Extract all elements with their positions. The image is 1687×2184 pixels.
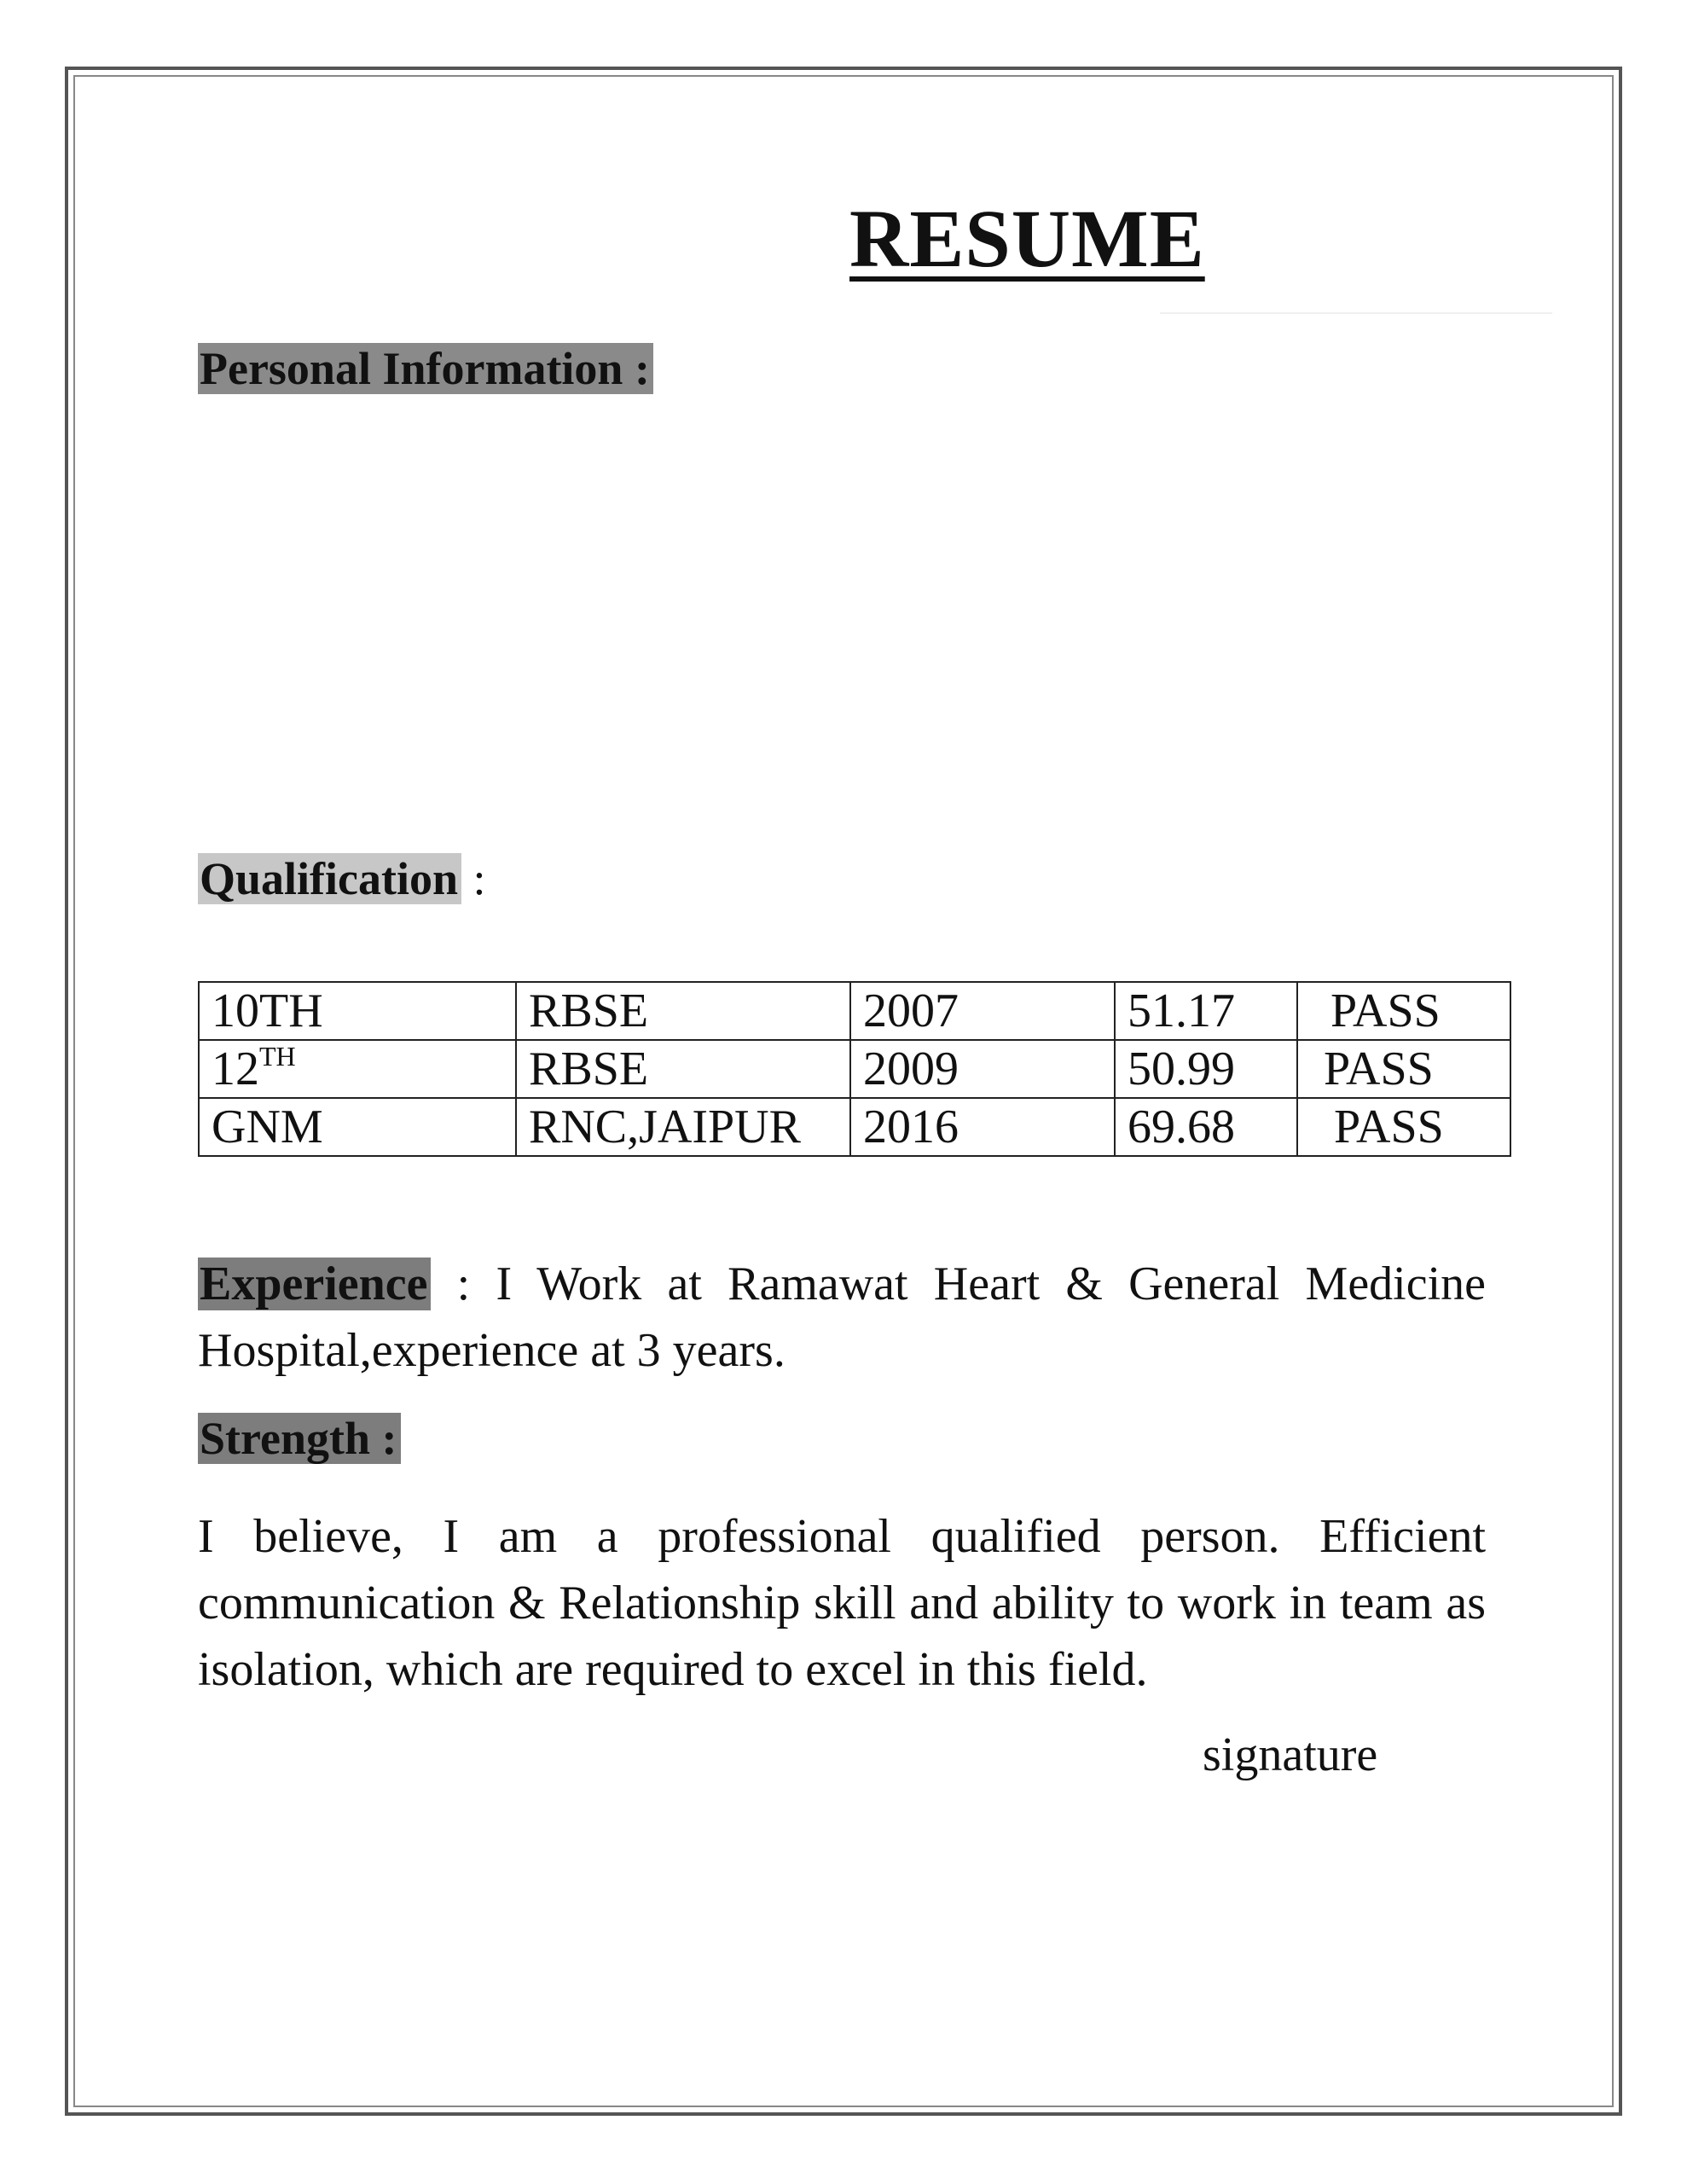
percent-cell: 69.68 [1115,1098,1297,1156]
level-cell: GNM [199,1098,516,1156]
strength-heading [198,1411,401,1466]
qualification-colon: : [461,853,486,904]
table-row [199,1098,1510,1156]
percent-cell: 51.17 [1115,982,1297,1040]
result-cell: PASS [1297,1040,1510,1098]
strength-paragraph: I believe, I am a professional qualified person. Efficient communication & Relationship skill and ability to work in team as isolation, which are required to excel in this field. [198,1510,1486,1696]
year-cell: 2007 [850,982,1115,1040]
qualification-label: Qualification [198,853,461,904]
percent-cell: 50.99 [1115,1040,1297,1098]
year-cell: 2016 [850,1098,1115,1156]
level-cell: 12TH [199,1040,516,1098]
result-cell: PASS [1297,1098,1510,1156]
table-row [199,1040,1510,1098]
qualification-heading [198,851,486,906]
result-cell: PASS [1297,982,1510,1040]
faint-divider [1160,312,1552,314]
level-cell: 10TH [199,982,516,1040]
table-row [199,982,1510,1040]
personal-information-label: Personal Information : [198,343,653,394]
experience-label: Experience [198,1258,431,1310]
board-cell: RNC,JAIPUR [516,1098,850,1156]
qualification-table [198,981,1511,1157]
board-cell: RBSE [516,1040,850,1098]
personal-information-heading [198,341,653,396]
year-cell: 2009 [850,1040,1115,1098]
board-cell: RBSE [516,982,850,1040]
experience-paragraph [198,1251,1486,1384]
signature-label: signature [1203,1728,1378,1781]
experience-text: : I Work at Ramawat Heart & General Medicine Hospital,experience at 3 years. [198,1258,1486,1377]
strength-label: Strength : [198,1413,401,1464]
resume-title: RESUME [849,193,1205,284]
